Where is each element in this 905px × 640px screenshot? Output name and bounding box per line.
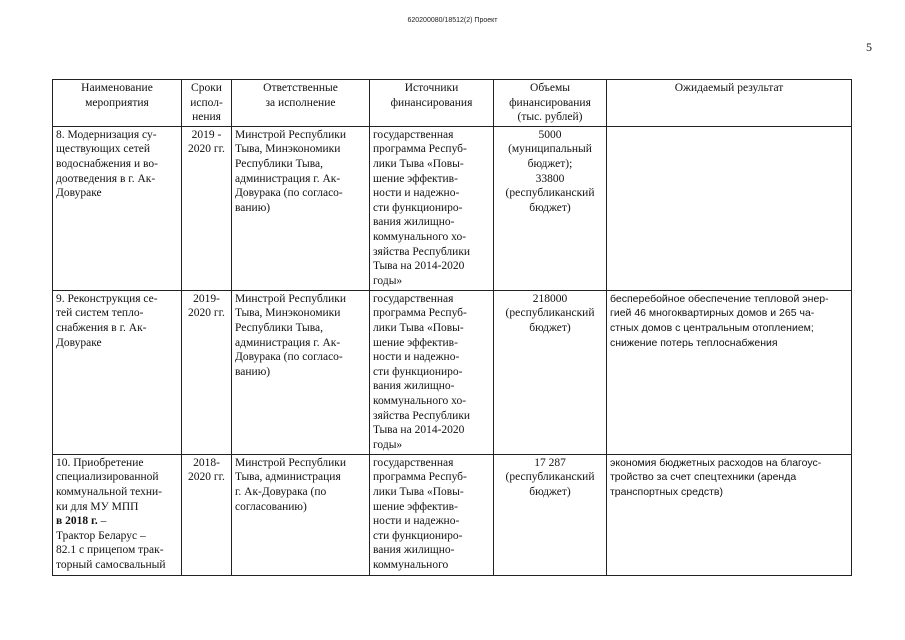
row-10-name-year: в 2018 г. [56,515,98,528]
row-9-name: 9. Реконструкция се- тей систем тепло- снабжения в г. Ак- Довураке [53,290,182,454]
row-10-name-dash: – [97,515,107,528]
row-10-name [53,454,182,575]
header-volume: Объемы финансирования (тыс. рублей) [494,80,607,127]
row-8-source: государственная программа Респуб- лики Тыва «Повы- шение эффектив- ности и надежно- сти функциониро- вания жилищно- коммунального хо- зяйства Республики Тыва на 2014-2020 годы» [370,126,494,290]
measures-table [52,79,852,576]
row-10-responsible: Минстрой Республики Тыва, администрация г. Ак-Довурака (по согласованию) [232,454,370,575]
table-row [53,126,852,290]
row-8-responsible: Минстрой Республики Тыва, Минэкономики Республики Тыва, администрация г. Ак- Довурака (по согласо- ванию) [232,126,370,290]
row-9-volume: 218000 (республиканский бюджет) [494,290,607,454]
row-8-term: 2019 - 2020 гг. [182,126,232,290]
row-10-term: 2018- 2020 гг. [182,454,232,575]
row-9-responsible: Минстрой Республики Тыва, Минэкономики Республики Тыва, администрация г. Ак- Довурака (по согласо- ванию) [232,290,370,454]
page-number: 5 [866,40,872,54]
header-responsible: Ответственные за исполнение [232,80,370,127]
table-row [53,290,852,454]
row-10-name-intro: 10. Приобретение специализированной коммунальной техни- ки для МУ МПП [56,456,162,513]
header-term: Сроки испол- нения [182,80,232,127]
row-10-volume: 17 287 (республиканский бюджет) [494,454,607,575]
row-9-term: 2019- 2020 гг. [182,290,232,454]
table-header-row [53,80,852,127]
row-8-name: 8. Модернизация су- ществующих сетей водоснабжения и во- доотведения в г. Ак- Довураке [53,126,182,290]
header-name: Наименование мероприятия [53,80,182,127]
header-source: Источники финансирования [370,80,494,127]
header-result: Ожидаемый результат [607,80,852,127]
row-10-name-details: Трактор Беларус – 82.1 с прицепом трак- торный самосвальный [56,529,166,571]
document-stamp: 620200080/18512(2) Проект [407,17,498,24]
row-10-source: государственная программа Респуб- лики Тыва «Повы- шение эффектив- ности и надежно- сти функциониро- вания жилищно- коммунального [370,454,494,575]
row-8-volume: 5000 (муниципальный бюджет); 33800 (республиканский бюджет) [494,126,607,290]
row-9-result: бесперебойное обеспечение тепловой энер- гией 46 многоквартирных домов и 265 ча- стных домов с центральным отоплением; снижение потерь теплоснабжения [607,290,852,454]
table-row [53,454,852,575]
row-9-source: государственная программа Респуб- лики Тыва «Повы- шение эффектив- ности и надежно- сти функциониро- вания жилищно- коммунального хо- зяйства Республики Тыва на 2014-2020 годы» [370,290,494,454]
row-8-result [607,126,852,290]
row-10-result: экономия бюджетных расходов на благоус- тройство за счет спецтехники (аренда транспортных средств) [607,454,852,575]
